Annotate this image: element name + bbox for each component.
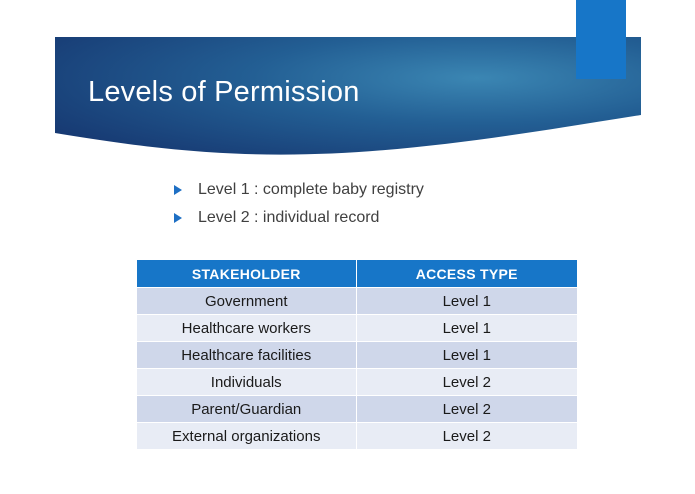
access-type-cell: Level 1 — [356, 315, 577, 342]
table-row — [137, 288, 577, 315]
stakeholder-cell: Healthcare workers — [137, 315, 356, 342]
triangle-right-icon — [174, 185, 182, 195]
table-header-row — [137, 260, 577, 288]
table-row — [137, 342, 577, 369]
bullet-item — [174, 176, 424, 204]
stakeholder-cell: External organizations — [137, 423, 356, 450]
stakeholder-cell: Parent/Guardian — [137, 396, 356, 423]
header-stakeholder: STAKEHOLDER — [137, 260, 356, 288]
table-row — [137, 396, 577, 423]
table-row — [137, 369, 577, 396]
table-row — [137, 315, 577, 342]
access-type-cell: Level 2 — [356, 396, 577, 423]
accent-block — [576, 0, 626, 79]
stakeholder-cell: Government — [137, 288, 356, 315]
stakeholder-cell: Individuals — [137, 369, 356, 396]
permissions-table — [137, 260, 577, 449]
bullet-text: Level 2 : individual record — [198, 209, 380, 226]
access-type-cell: Level 1 — [356, 342, 577, 369]
header-access-type: ACCESS TYPE — [356, 260, 577, 288]
slide-title: Levels of Permission — [88, 76, 360, 108]
bullet-text: Level 1 : complete baby registry — [198, 181, 424, 198]
access-type-cell: Level 1 — [356, 288, 577, 315]
access-type-cell: Level 2 — [356, 369, 577, 396]
table-row — [137, 423, 577, 450]
access-type-cell: Level 2 — [356, 423, 577, 450]
bullet-item — [174, 204, 424, 232]
stakeholder-cell: Healthcare facilities — [137, 342, 356, 369]
triangle-right-icon — [174, 213, 182, 223]
bullet-list — [174, 176, 424, 232]
